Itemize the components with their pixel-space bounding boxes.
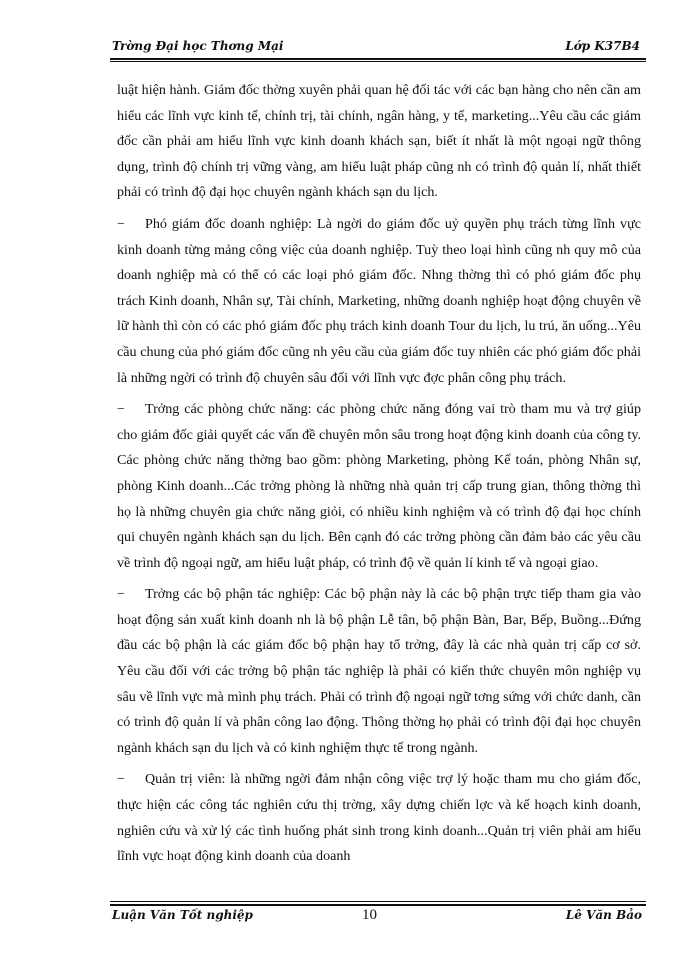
page-number: 10 <box>362 907 377 923</box>
paragraph-text: Phó giám đốc doanh nghiệp: Là ngời do giám đốc uỷ quyền phụ trách từng lĩnh vực kinh doanh từng mảng công việc của doanh nghiệp. Tuỳ theo loại hình cũng nh quy mô của doanh nghiệp mà có thể có các loại phó giám đốc. Nhng thờng thì có phó giám đốc phụ trách Kinh doanh, Nhân sự, Tài chính, Marketing, những doanh nghiệp hoạt động chuyên về lữ hành thì còn có các phó giám đốc phụ trách kinh doanh Tour du lịch, lu trú, ăn uống...Yêu cầu chung của phó giám đốc cũng nh yêu cầu của giám đốc tuy nhiên các phó giám đốc phải là những ngời có trình độ chuyên sâu đối với lĩnh vực đợc phân công phụ trách. <box>117 215 641 386</box>
paragraph-text: luật hiện hành. Giám đốc thờng xuyên phải quan hệ đối tác với các bạn hàng cho nên cần am hiểu các lĩnh vực kinh tế, chính trị, tài chính, ngân hàng, y tế, marketing...Yêu cầu các giám đốc cần phải am hiểu lĩnh vực kinh doanh khách sạn, biết ít nhất là một ngoại ngữ thông dụng, trình độ chính trị vững vàng, am hiểu luật pháp cũng nh có trình độ quản lí, nhất thiết phải có trình độ đại học chuyên ngành khách sạn du lịch. <box>117 82 641 201</box>
header-rule-thin <box>110 61 646 62</box>
paragraph-4 <box>117 582 641 761</box>
bullet-dash: − <box>117 586 125 603</box>
bullet-dash: − <box>117 215 125 232</box>
header-school: Trờng Đại học Thơng Mại <box>112 39 284 53</box>
document-body <box>117 78 641 876</box>
paragraph-2 <box>117 212 641 391</box>
paragraph-text: Quản trị viên: là những ngời đảm nhận công việc trợ lý hoặc tham mu cho giám đốc, thực hiện các công tác nghiên cứu thị trờng, xây dựng chiến lợc và kế hoạch kinh doanh, nghiên cứu và xử lý các tình huống phát sinh trong kinh doanh...Quản trị viên phải am hiểu lĩnh vực hoạt động kinh doanh của doanh <box>117 771 641 865</box>
footer-rule-thin <box>110 901 646 902</box>
page-header <box>112 39 642 55</box>
bullet-dash: − <box>117 401 125 418</box>
footer-title: Luận Văn Tốt nghiệp <box>112 908 253 922</box>
footer-rule <box>110 904 646 906</box>
header-class: Lớp K37B4 <box>565 39 640 53</box>
paragraph-5 <box>117 767 641 869</box>
footer-author: Lê Văn Bảo <box>565 908 642 922</box>
bullet-dash: − <box>117 771 125 788</box>
paragraph-3 <box>117 397 641 576</box>
paragraph-text: Trởng các bộ phận tác nghiệp: Các bộ phận này là các bộ phận trực tiếp tham gia vào hoạt động sản xuất kinh doanh nh là bộ phận Lễ tân, bộ phận Bàn, Bar, Bếp, Buồng...Đứng đầu các bộ phận là các giám đốc bộ phận hay tổ trởng, đây là các nhà quản trị cấp cơ sở. Yêu cầu đối với các trởng bộ phận tác nghiệp là phải có kiến thức chuyên môn nghiệp vụ sâu về lĩnh vực mà mình phụ trách. Phải có trình độ ngoại ngữ tơng sứng với chức danh, cần có trình độ quản lí và phân công lao động. Thông thờng họ phải có trình đội đại học chuyên ngành khách sạn du lịch và có kinh nghiệm thực tế trong ngành. <box>117 586 641 756</box>
header-rule <box>110 58 646 60</box>
page-footer <box>112 908 644 926</box>
paragraph-text: Trởng các phòng chức năng: các phòng chức năng đóng vai trò tham mu và trợ giúp cho giám đốc giải quyết các vấn đề chuyên môn sâu trong hoạt động kinh doanh của công ty. Các phòng chức năng thờng bao gồm: phòng Marketing, phòng Kế toán, phòng Nhân sự, phòng Kinh doanh...Các trởng phòng là những nhà quản trị cấp trung gian, thông thờng thì họ là những chuyên gia chức năng giỏi, có nhiều kinh nghiệm và có trình độ đại học chính qui chuyên ngành khách sạn du lịch. Bên cạnh đó các trởng phòng cần đảm bảo các yêu cầu về trình độ ngoại ngữ, am hiểu luật pháp, có trình độ về quản lí kinh tế và ngoại giao. <box>117 401 641 571</box>
paragraph-1 <box>117 78 641 206</box>
